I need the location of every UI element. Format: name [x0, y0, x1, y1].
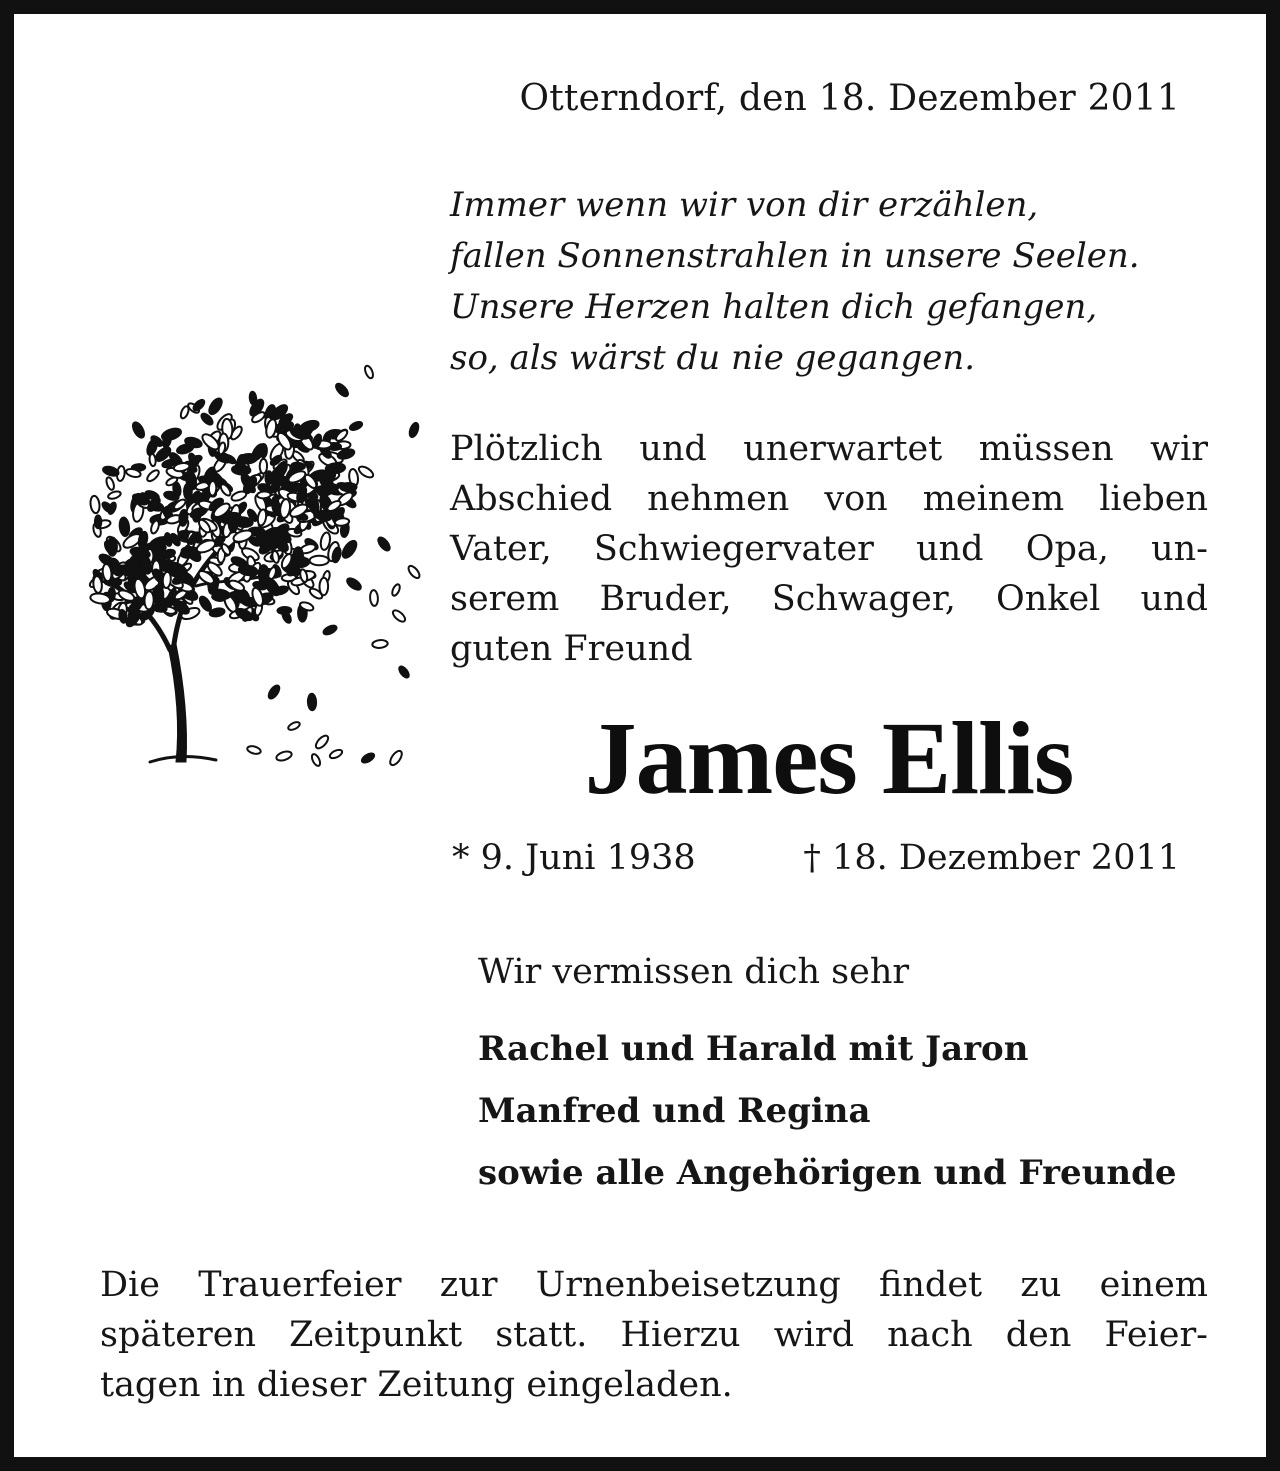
intro-line: serem Bruder, Schwager, Onkel und	[450, 579, 1208, 619]
closing-line: Die Trauerfeier zur Urnenbeisetzung findet zu einem	[100, 1265, 1208, 1305]
intro-line: Plötzlich und unerwartet müssen wir	[450, 429, 1208, 469]
poem-line: Immer wenn wir von dir erzählen,	[450, 185, 1039, 225]
poem-line: Unsere Herzen halten dich gefangen,	[450, 287, 1098, 327]
windblown-tree-icon	[84, 354, 444, 774]
poem-line: fallen Sonnenstrahlen in unsere Seelen.	[450, 236, 1140, 276]
intro-line: Vater, Schwiegervater und Opa, un-	[450, 529, 1208, 569]
signer-line: Rachel und Harald mit Jaron	[478, 1029, 1029, 1069]
miss-text: Wir vermissen dich sehr	[478, 952, 910, 992]
poem	[450, 180, 1230, 384]
signer-line: sowie alle Angehörigen und Freunde	[478, 1153, 1177, 1193]
place-date: Otterndorf, den 18. Dezember 2011	[519, 78, 1180, 119]
closing-line: tagen in dieser Zeitung eingeladen.	[100, 1365, 733, 1405]
signer-line: Manfred und Regina	[478, 1091, 871, 1131]
deceased-name: James Ellis	[584, 701, 1074, 816]
signers	[478, 1018, 1176, 1204]
death-date: † 18. Dezember 2011	[803, 838, 1180, 878]
intro-line: guten Freund	[450, 629, 693, 669]
closing-line: späteren Zeitpunkt statt. Hierzu wird nach den Feier-	[100, 1315, 1208, 1355]
intro-text	[450, 424, 1208, 674]
poem-line: so, als wärst du nie gegangen.	[450, 338, 976, 378]
closing-text	[100, 1260, 1208, 1410]
birth-date: * 9. Juni 1938	[452, 838, 696, 878]
intro-line: Abschied nehmen von meinem lieben	[450, 479, 1208, 519]
